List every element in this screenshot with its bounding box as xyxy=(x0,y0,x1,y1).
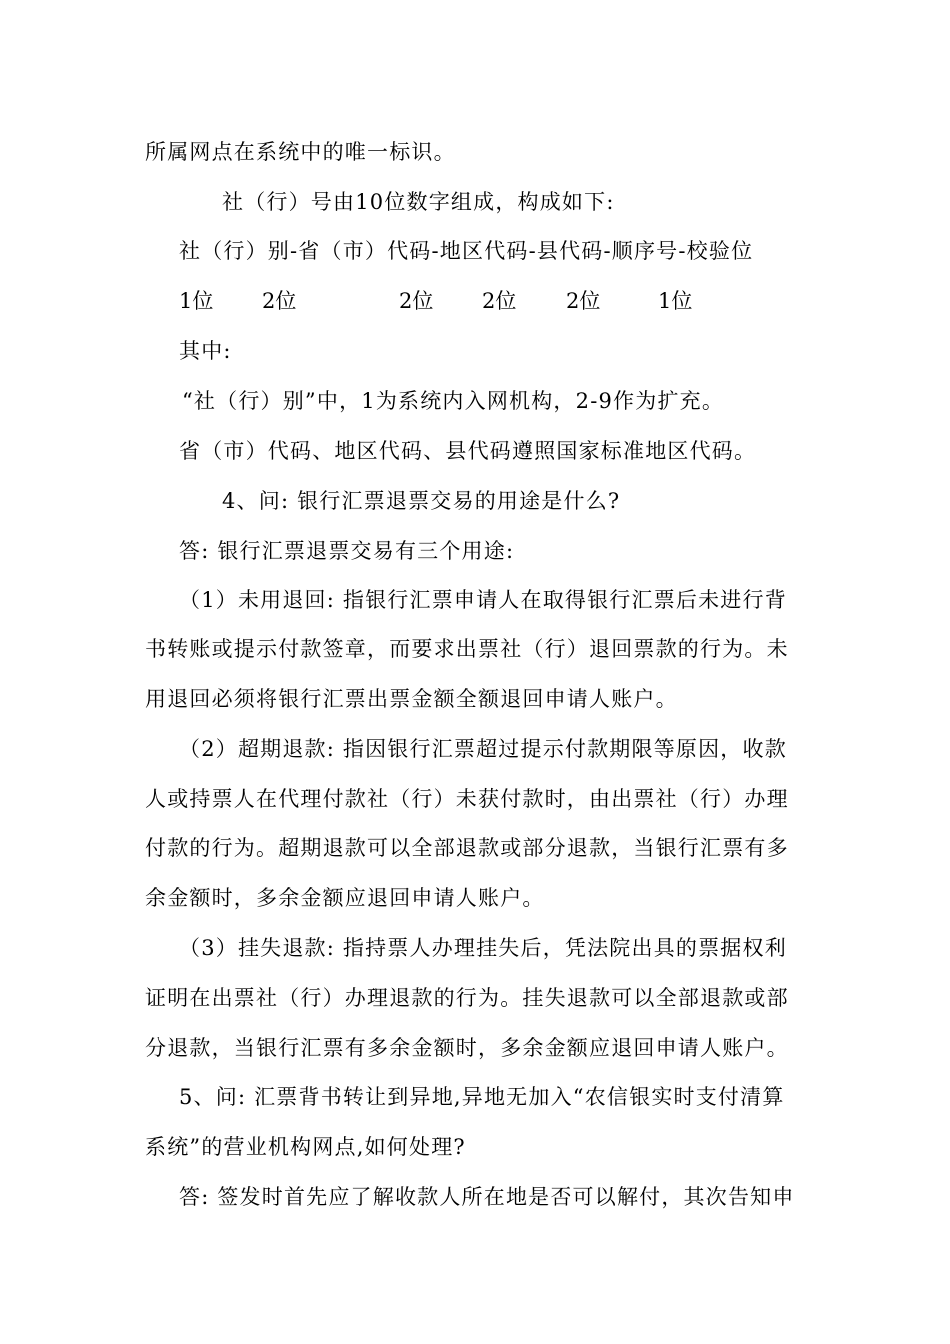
digit-count-label: 2位 xyxy=(566,289,601,313)
text-line: 其中: xyxy=(179,339,232,363)
text-line: 证明在出票社（行）办理退款的行为。挂失退款可以全部退款或部 xyxy=(145,986,789,1010)
digit-count-label: 1位 xyxy=(658,289,693,313)
text-line: 社（行）号由10位数字组成，构成如下: xyxy=(222,190,615,214)
question-heading: 4、问: 银行汇票退票交易的用途是什么? xyxy=(222,489,621,513)
digit-count-label: 1位 xyxy=(179,289,214,313)
text-line: 余金额时，多余金额应退回申请人账户。 xyxy=(145,886,545,910)
answer-line: 答: 银行汇票退票交易有三个用途: xyxy=(179,539,515,563)
digit-count-label: 2位 xyxy=(399,289,434,313)
text-line: 分退款，当银行汇票有多余金额时，多余金额应退回申请人账户。 xyxy=(145,1036,789,1060)
text-line: 社（行）别-省（市）代码-地区代码-县代码-顺序号-校验位 xyxy=(179,239,754,263)
text-line: 书转账或提示付款签章，而要求出票社（行）退回票款的行为。未 xyxy=(145,637,789,661)
text-line: （3）挂失退款: 指持票人办理挂失后，凭法院出具的票据权利 xyxy=(179,936,787,960)
digit-count-label: 2位 xyxy=(482,289,517,313)
text-line: （1）未用退回: 指银行汇票申请人在取得银行汇票后未进行背 xyxy=(179,588,787,612)
text-line: 所属网点在系统中的唯一标识。 xyxy=(145,140,456,164)
text-line: 省（市）代码、地区代码、县代码遵照国家标准地区代码。 xyxy=(179,439,757,463)
digit-count-label: 2位 xyxy=(262,289,297,313)
text-line: 系统”的营业机构网点,如何处理? xyxy=(145,1135,466,1159)
text-line: “社（行）别”中，1为系统内入网机构，2-9作为扩充。 xyxy=(182,389,725,413)
answer-line: 答: 签发时首先应了解收款人所在地是否可以解付，其次告知申 xyxy=(179,1185,795,1209)
text-line: 人或持票人在代理付款社（行）未获付款时，由出票社（行）办理 xyxy=(145,787,789,811)
text-line: 付款的行为。超期退款可以全部退款或部分退款，当银行汇票有多 xyxy=(145,836,789,860)
text-line: 用退回必须将银行汇票出票金额全额退回申请人账户。 xyxy=(145,687,678,711)
text-line: （2）超期退款: 指因银行汇票超过提示付款期限等原因，收款 xyxy=(179,737,787,761)
question-heading: 5、问: 汇票背书转让到异地,异地无加入“农信银实时支付清算 xyxy=(179,1085,785,1109)
